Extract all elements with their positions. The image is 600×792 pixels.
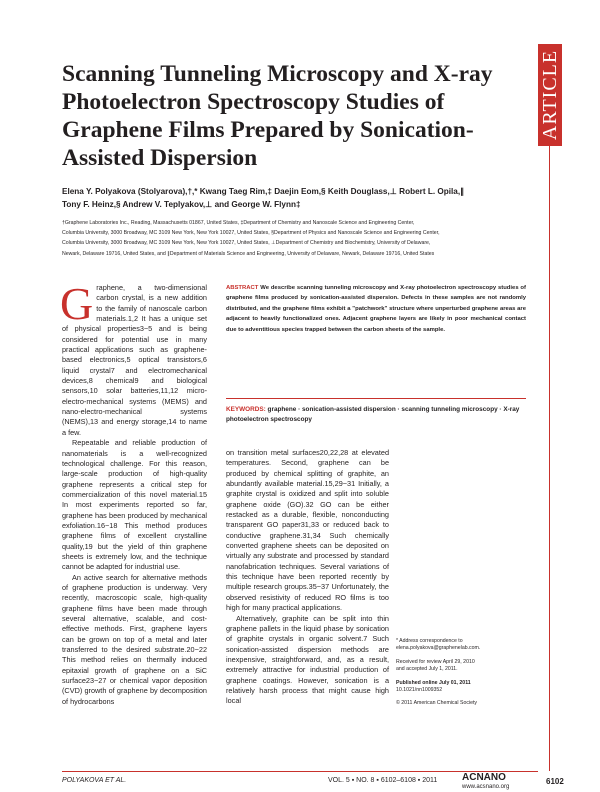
doi[interactable]: 10.1021/nn1009352 <box>396 687 443 694</box>
article-info-sidenote <box>396 638 536 708</box>
copyright: © 2011 American Chemical Society <box>396 700 477 707</box>
accepted-date: and accepted July 1, 2011. <box>396 666 458 673</box>
body-paragraph: Repeatable and reliable production of nanomaterials is a well-recognized technological challenge. For this reason, large-scale production of high-quality graphene represents a critical step for commercialization of this novel material.15 In most experiments reported so far, graphene has been produced by mechanical exfoliation.16−18 This method produces graphene films of excellent crystalline quality,19 but the yield of thin graphene sheets is extremely low, and the technique cannot be adapted for industrial use. <box>62 438 207 572</box>
author-line: Tony F. Heinz,§ Andrew V. Teplyakov,⊥ and George W. Flynn‡ <box>62 200 301 209</box>
abstract <box>226 283 526 335</box>
body-column-1 <box>60 278 207 707</box>
footer-volume: VOL. 5 ▪ NO. 8 ▪ 6102–6108 ▪ 2011 <box>328 777 438 784</box>
body-column-2 <box>226 448 389 707</box>
affiliations <box>62 218 532 259</box>
affiliation-line: Columbia University, 3000 Broadway, MC 3109 New York, New York 10027, United States, §Department of Physics and Nanoscale Science and Engineering Center, <box>62 230 440 237</box>
abstract-text: We describe scanning tunneling microscopy and X-ray photoelectron spectroscopy studies of graphene films produced by sonication-assisted dispersion. Defects in these samples are not randomly distributed, and the graphene films exhibit a "patchwork" structure where unperturbed graphene areas are adjacent to heavily functionalized ones. Adjacent graphene layers are likely in poor mechanical contact due to adventitious species trapped between the carbon sheets of the sample. <box>226 285 526 333</box>
footer-authors: POLYAKOVA ET AL. <box>62 777 127 784</box>
correspondence-email[interactable]: elena.polyakova@graphenelab.com. <box>396 645 481 652</box>
side-rule <box>549 146 550 771</box>
abstract-divider <box>226 398 526 399</box>
drop-cap: G <box>60 278 94 329</box>
received-date: Received for review April 29, 2010 <box>396 658 475 665</box>
journal-url[interactable]: www.acsnano.org <box>462 784 510 790</box>
journal-logo: ACNANO <box>462 772 506 783</box>
body-paragraph: on transition metal surfaces20,22,28 at elevated temperatures. Second, graphene can be produced by chemical splitting of graphite, an abundantly available material.15,29−31 Initially, a graphite crystal is oxidized and split into soluble graphene oxide (GO).32 GO can be either restacked as a durable, flexible, nonconducting transparent GO paper31,33 or reduced back to conductive graphene.31,34 Such chemically converted graphene sheets can be deposited on virtually any substrate and processed by standard nanofabrication techniques. Several variations of this technique have been reported recently by multiple research groups.35−37 Unfortunately, the observed resistivity of reduced RO films is too high for many practical applications. <box>226 448 389 613</box>
body-paragraph: Graphene, a two-dimensional carbon crystal, is a new addition to the family of nanoscale carbon materials.1,2 It has a unique set of physical properties3−5 and is being considered for potential use in many practical applications such as graphene-based electronics,5 optical transistors,6 liquid crystal7 and electromechanical devices,8 chemical9 and biological sensors,10 solar batteries,11,12 micro-electro-mechanical systems (MEMS) and nano-electro-mechanical systems (NEMS),13 and energy storage,14 to name a few. <box>60 278 207 437</box>
abstract-label: ABSTRACT <box>226 285 259 291</box>
article-tab-label: ARTICLE <box>539 49 561 141</box>
author-line: Elena Y. Polyakova (Stolyarova),†,* Kwang Taeg Rim,‡ Daejin Eom,§ Keith Douglass,⊥ Robert L. Opila,∥ <box>62 187 465 196</box>
published-date: Published online July 01, 2011 <box>396 679 471 686</box>
author-list <box>62 185 532 211</box>
keywords-text: graphene · sonication-assisted dispersion · scanning tunneling microscopy · X-ray photoelectron spectroscopy <box>226 406 520 423</box>
affiliation-line: Columbia University, 3000 Broadway, MC 3109 New York, New York 10027, United States, ⊥Department of Chemistry and Biochemistry, University of Delaware, <box>62 240 431 247</box>
keywords-label: KEYWORDS: <box>226 406 266 413</box>
affiliation-line: Newark, Delaware 19716, United States, and ∥Department of Materials Science and Engineering, University of Delaware, Newark, Delaware 19716, United States <box>62 250 435 257</box>
page-number: 6102 <box>546 777 564 786</box>
body-paragraph: An active search for alternative methods of graphene production is underway. Very recently, macroscopic scale, high-quality graphene films have been made through several alternative, scalable, and cost-effective methods. First, graphene layers can be grown on top of a metal and later transferred to the desired substrate.20−22 This method relies on thermally induced epitaxial growth of graphene on a SiC surface23−27 or chemical vapor deposition (CVD) growth of graphene by decomposition of hydrocarbons <box>62 572 207 706</box>
affiliation-line: †Graphene Laboratories Inc., Reading, Massachusetts 01867, United States, ‡Department of Chemistry and Nanoscale Science and Engineering Center, <box>62 220 415 226</box>
page-title: Scanning Tunneling Microscopy and X-ray Photoelectron Spectroscopy Studies of Graphene Films Prepared by Sonication-Assisted Dispersion <box>62 61 493 171</box>
article-side-tab <box>538 44 562 146</box>
keywords <box>226 405 526 424</box>
correspondence-label: * Address correspondence to <box>396 638 463 644</box>
body-paragraph: Alternatively, graphite can be split into thin graphene pallets in the liquid phase by sonication of graphite crystals in organic solvent.7 Such sonication-assisted dispersion methods are inexpensive, straightforward, and, as a result, extremely attractive for industrial production of graphene coatings. However, sonication is a relatively harsh process that might cause high local <box>226 613 389 706</box>
